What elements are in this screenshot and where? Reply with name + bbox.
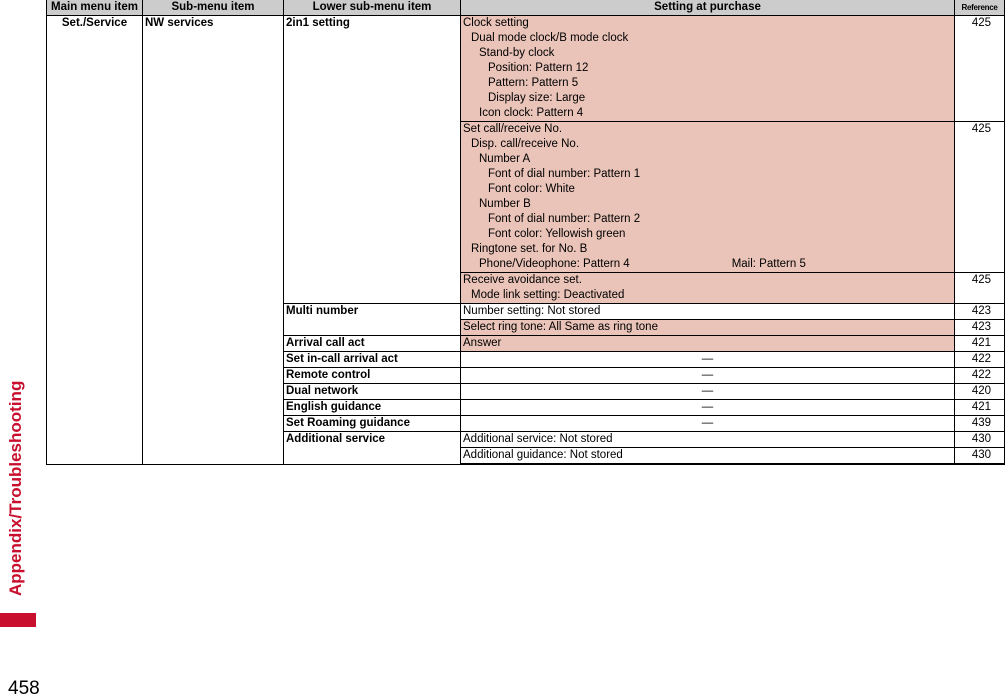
header-sub-menu-item: Sub-menu item: [143, 0, 284, 16]
sub-menu-item: NW services: [143, 16, 284, 465]
table-row: [47, 16, 1005, 122]
lower-item-set-in-call-arrival-act: Set in-call arrival act: [284, 352, 461, 368]
reference-call-receive: 425: [955, 122, 1005, 273]
reference-receive-avoidance: 425: [955, 273, 1005, 304]
section-label: Appendix/Troubleshooting: [6, 380, 25, 596]
reference-english-guidance: 421: [955, 400, 1005, 416]
reference-set-roaming-guidance: 439: [955, 416, 1005, 432]
setting-number-setting: Number setting: Not stored: [461, 304, 955, 320]
main-menu-item: Set./Service: [47, 16, 143, 465]
table-header-row: [47, 0, 1005, 16]
lower-item-2in1-setting: 2in1 setting: [284, 16, 461, 304]
reference-arrival-call-act: 421: [955, 336, 1005, 352]
reference-additional-service: 430: [955, 432, 1005, 448]
reference-set-in-call-arrival-act: 422: [955, 352, 1005, 368]
lower-item-multi-number: Multi number: [284, 304, 461, 336]
header-setting-at-purchase: Setting at purchase: [461, 0, 955, 16]
setting-english-guidance: —: [461, 400, 955, 416]
header-lower-sub-menu-item: Lower sub-menu item: [284, 0, 461, 16]
section-tab-marker: [0, 613, 36, 627]
reference-clock: 425: [955, 16, 1005, 122]
lower-item-set-roaming-guidance: Set Roaming guidance: [284, 416, 461, 432]
lower-item-remote-control: Remote control: [284, 368, 461, 384]
setting-dual-network: —: [461, 384, 955, 400]
setting-additional-guidance: Additional guidance: Not stored: [461, 448, 955, 465]
reference-additional-guidance: 430: [955, 448, 1005, 465]
setting-set-in-call-arrival-act: —: [461, 352, 955, 368]
menu-settings-table: [46, 0, 1005, 465]
page-number: 458: [8, 678, 40, 699]
setting-remote-control: —: [461, 368, 955, 384]
setting-additional-service: Additional service: Not stored: [461, 432, 955, 448]
lower-item-arrival-call-act: Arrival call act: [284, 336, 461, 352]
reference-select-ring-tone: 423: [955, 320, 1005, 336]
reference-dual-network: 420: [955, 384, 1005, 400]
reference-remote-control: 422: [955, 368, 1005, 384]
setting-select-ring-tone: Select ring tone: All Same as ring tone: [461, 320, 955, 336]
header-reference: Reference: [955, 0, 1005, 16]
setting-arrival-call-act: Answer: [461, 336, 955, 352]
setting-clock: Clock setting Dual mode clock/B mode clock Stand-by clock Position: Pattern 12 Pattern: Pattern 5 Display size: Large Icon clock: Pattern 4: [461, 16, 955, 122]
setting-call-receive: Set call/receive No. Disp. call/receive No. Number A Font of dial number: Pattern 1 Font color: White Number B Font of dial number: Pattern 2 Font color: Yellowish green Ringtone set. for No. B Phone/Videophone: Pattern 4 Mail: Pattern 5: [461, 122, 955, 273]
lower-item-dual-network: Dual network: [284, 384, 461, 400]
reference-number-setting: 423: [955, 304, 1005, 320]
setting-receive-avoidance: Receive avoidance set. Mode link setting: Deactivated: [461, 273, 955, 304]
lower-item-english-guidance: English guidance: [284, 400, 461, 416]
lower-item-additional-service: Additional service: [284, 432, 461, 465]
setting-set-roaming-guidance: —: [461, 416, 955, 432]
header-main-menu-item: Main menu item: [47, 0, 143, 16]
